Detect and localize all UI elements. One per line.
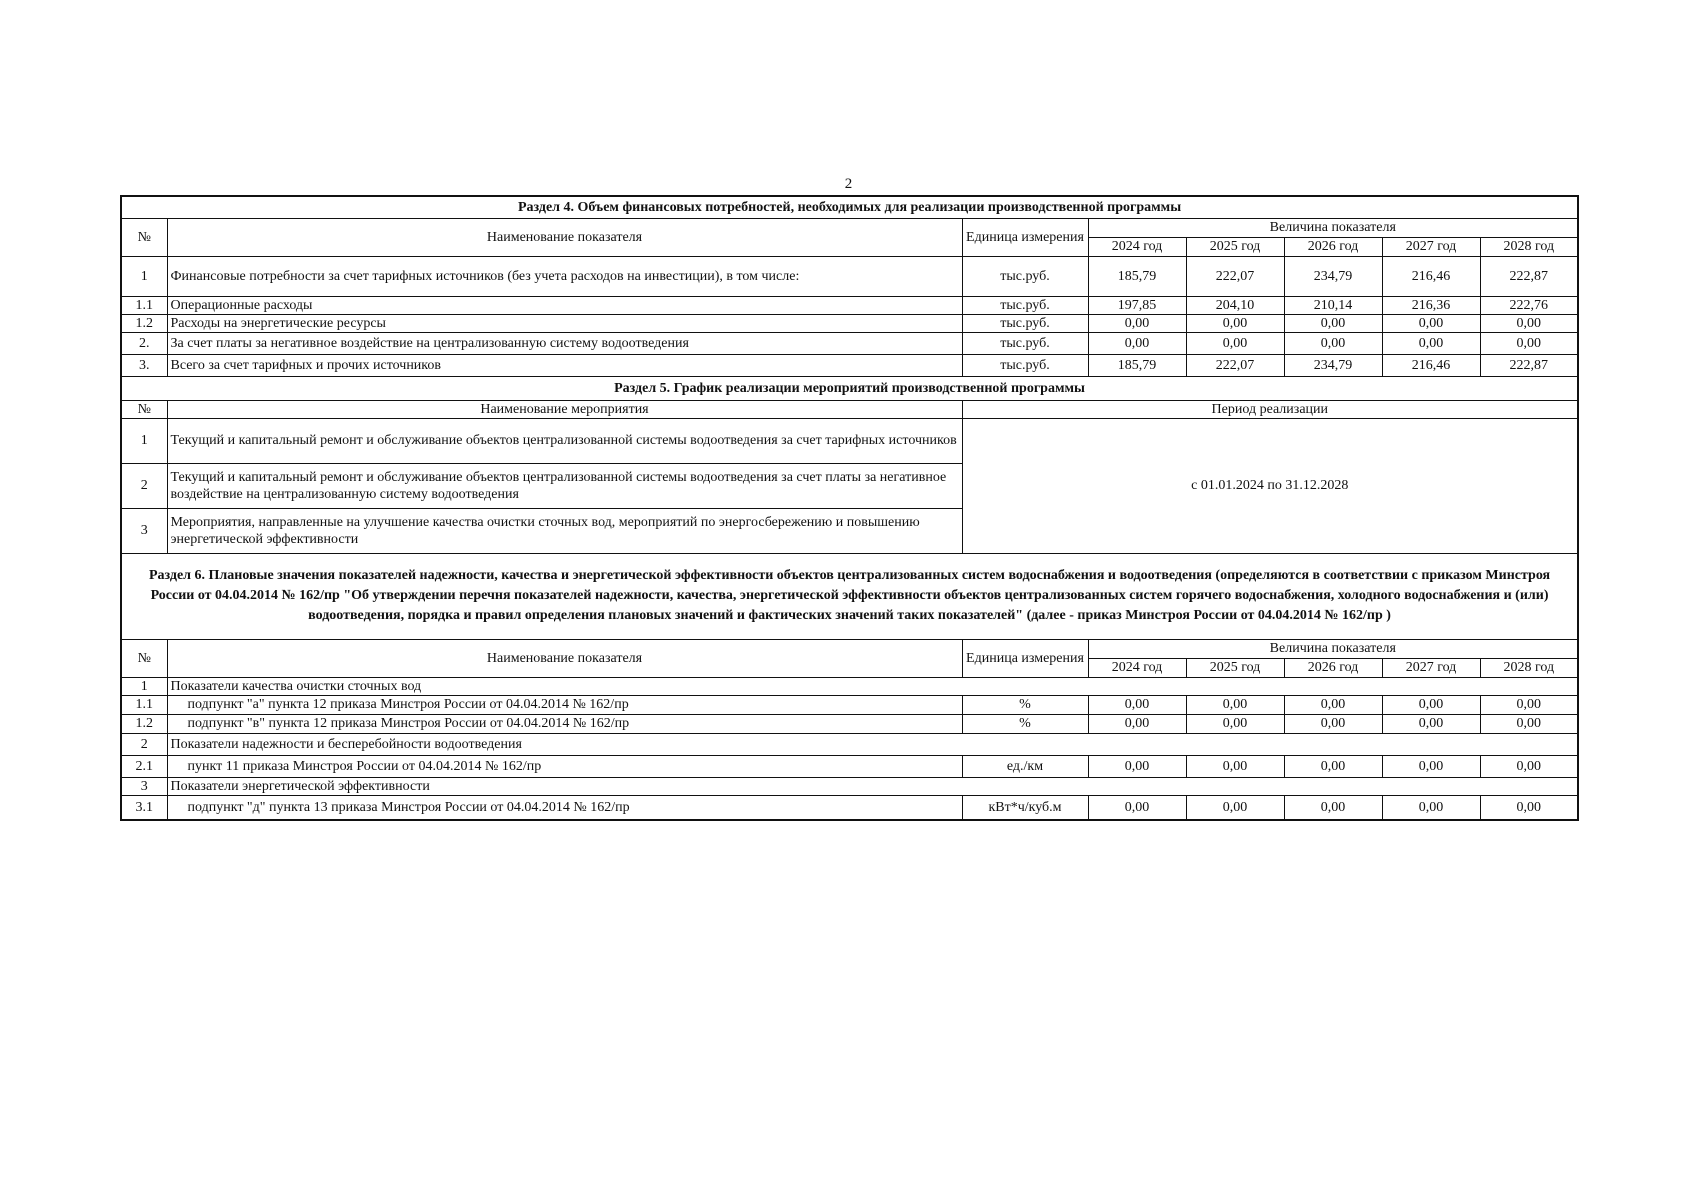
section5-title: Раздел 5. График реализации мероприятий производственной программы [121,376,1578,400]
section5-row-num: 3 [121,508,167,553]
section4-row-name: За счет платы за негативное воздействие на централизованную систему водоотведения [167,332,962,354]
section6-row-num: 3.1 [121,795,167,820]
table-row [121,376,1578,400]
section4-year-header: 2024 год [1088,237,1186,256]
section4-year-header: 2026 год [1284,237,1382,256]
section4-row-name: Операционные расходы [167,296,962,314]
section4-year-header: 2027 год [1382,237,1480,256]
section6-row-value: 0,00 [1480,695,1578,714]
section6-row-value: 0,00 [1088,755,1186,777]
section5-row-name: Текущий и капитальный ремонт и обслуживание объектов централизованной системы водоотведения за счет платы за негативное воздействие на централизованную систему водоотведения [167,463,962,508]
section4-row-value: 216,46 [1382,354,1480,376]
table-row [121,553,1578,639]
table-row [121,354,1578,376]
section5-period: с 01.01.2024 по 31.12.2028 [962,418,1578,553]
section5-num-header: № [121,400,167,418]
table-row [121,714,1578,733]
section4-row-name: Финансовые потребности за счет тарифных источников (без учета расходов на инвестиции), в том числе: [167,256,962,296]
section6-year-header: 2025 год [1186,658,1284,677]
section4-row-value: 216,36 [1382,296,1480,314]
section5-period-header: Период реализации [962,400,1578,418]
section4-row-num: 2. [121,332,167,354]
section4-num-header: № [121,218,167,256]
section6-row-value: 0,00 [1088,695,1186,714]
section6-row-value: 0,00 [1382,795,1480,820]
section5-name-header: Наименование мероприятия [167,400,962,418]
table-row [121,733,1578,755]
section4-row-value: 185,79 [1088,354,1186,376]
section4-row-value: 0,00 [1480,332,1578,354]
table-row [121,755,1578,777]
section6-year-header: 2027 год [1382,658,1480,677]
section5-row-name: Текущий и капитальный ремонт и обслуживание объектов централизованной системы водоотведения за счет тарифных источников [167,418,962,463]
section6-row-name: пункт 11 приказа Минстроя России от 04.04.2014 № 162/пр [167,755,962,777]
section4-row-value: 0,00 [1284,314,1382,332]
section6-row-num: 1.2 [121,714,167,733]
section6-row-unit: ед./км [962,755,1088,777]
section4-row-num: 1.1 [121,296,167,314]
section6-row-value: 0,00 [1480,755,1578,777]
document-table [120,195,1579,821]
section6-row-unit: % [962,695,1088,714]
section6-row-value: 0,00 [1088,795,1186,820]
section5-row-num: 2 [121,463,167,508]
section6-row-value: 0,00 [1382,714,1480,733]
section6-group-num: 1 [121,677,167,695]
section4-title: Раздел 4. Объем финансовых потребностей, необходимых для реализации производственной программы [121,196,1578,218]
section4-row-value: 0,00 [1186,332,1284,354]
section6-group-num: 2 [121,733,167,755]
section4-row-unit: тыс.руб. [962,354,1088,376]
section4-row-unit: тыс.руб. [962,256,1088,296]
section6-group-name: Показатели качества очистки сточных вод [167,677,1578,695]
section6-name-header: Наименование показателя [167,639,962,677]
section6-row-value: 0,00 [1480,714,1578,733]
table-row [121,256,1578,296]
section6-year-header: 2026 год [1284,658,1382,677]
section5-row-num: 1 [121,418,167,463]
section6-row-value: 0,00 [1284,695,1382,714]
section4-row-unit: тыс.руб. [962,332,1088,354]
section4-row-value: 210,14 [1284,296,1382,314]
section4-row-unit: тыс.руб. [962,314,1088,332]
table-row [121,777,1578,795]
table-row [121,400,1578,418]
section4-row-value: 222,87 [1480,354,1578,376]
section4-row-value: 0,00 [1382,332,1480,354]
section6-row-value: 0,00 [1186,795,1284,820]
table-row [121,418,1578,463]
section4-row-value: 185,79 [1088,256,1186,296]
section4-row-value: 204,10 [1186,296,1284,314]
section4-unit-header: Единица измерения [962,218,1088,256]
section6-group-num: 3 [121,777,167,795]
section4-name-header: Наименование показателя [167,218,962,256]
section6-row-name: подпункт "в" пункта 12 приказа Минстроя России от 04.04.2014 № 162/пр [167,714,962,733]
section4-row-value: 0,00 [1284,332,1382,354]
section6-row-value: 0,00 [1382,755,1480,777]
section6-row-num: 1.1 [121,695,167,714]
section6-row-value: 0,00 [1186,695,1284,714]
table-row [121,639,1578,658]
section6-year-header: 2024 год [1088,658,1186,677]
page-number: 2 [844,176,853,192]
section4-row-value: 0,00 [1186,314,1284,332]
section4-row-value: 234,79 [1284,354,1382,376]
section4-row-name: Всего за счет тарифных и прочих источников [167,354,962,376]
section6-row-value: 0,00 [1480,795,1578,820]
section6-row-value: 0,00 [1186,755,1284,777]
section6-row-value: 0,00 [1284,755,1382,777]
section6-row-value: 0,00 [1088,714,1186,733]
section4-row-value: 222,76 [1480,296,1578,314]
table-row [121,196,1578,218]
section4-row-value: 234,79 [1284,256,1382,296]
section6-row-unit: % [962,714,1088,733]
section4-row-value: 0,00 [1382,314,1480,332]
table-row [121,296,1578,314]
section6-row-value: 0,00 [1186,714,1284,733]
section4-row-value: 216,46 [1382,256,1480,296]
section6-year-header: 2028 год [1480,658,1578,677]
table-row [121,695,1578,714]
section4-row-num: 3. [121,354,167,376]
section6-group-name: Показатели надежности и бесперебойности водоотведения [167,733,1578,755]
section4-row-value: 0,00 [1088,314,1186,332]
table-row [121,218,1578,237]
section4-row-value: 197,85 [1088,296,1186,314]
section6-unit-header: Единица измерения [962,639,1088,677]
section4-row-num: 1 [121,256,167,296]
section4-row-value: 222,87 [1480,256,1578,296]
section4-row-value: 222,07 [1186,256,1284,296]
section4-row-num: 1.2 [121,314,167,332]
section4-row-value: 0,00 [1088,332,1186,354]
section4-value-header: Величина показателя [1088,218,1578,237]
section6-row-unit: кВт*ч/куб.м [962,795,1088,820]
section4-row-value: 222,07 [1186,354,1284,376]
section6-title: Раздел 6. Плановые значения показателей надежности, качества и энергетической эффективности объектов централизованных систем водоснабжения и водоотведения (определяются в соответствии с приказом Минстроя России от 04.04.2014 № 162/пр "Об утверждении перечня показателей надежности, качества, энергетической эффективности объектов централизованных систем горячего водоснабжения, холодного водоснабжения и (или) водоотведения, порядка и правил определения плановых значений и фактических значений таких показателей" (далее - приказ Минстроя России от 04.04.2014 № 162/пр ) [121,553,1578,639]
section6-row-num: 2.1 [121,755,167,777]
section6-group-name: Показатели энергетической эффективности [167,777,1578,795]
section4-row-value: 0,00 [1480,314,1578,332]
section6-row-name: подпункт "д" пункта 13 приказа Минстроя России от 04.04.2014 № 162/пр [167,795,962,820]
section5-row-name: Мероприятия, направленные на улучшение качества очистки сточных вод, мероприятий по энергосбережению и повышению энергетической эффективности [167,508,962,553]
section6-value-header: Величина показателя [1088,639,1578,658]
section4-year-header: 2028 год [1480,237,1578,256]
table-row [121,677,1578,695]
section6-row-value: 0,00 [1284,795,1382,820]
section4-row-name: Расходы на энергетические ресурсы [167,314,962,332]
section6-row-value: 0,00 [1284,714,1382,733]
section6-num-header: № [121,639,167,677]
section6-row-value: 0,00 [1382,695,1480,714]
table-row [121,314,1578,332]
section4-row-unit: тыс.руб. [962,296,1088,314]
table-row [121,795,1578,820]
table-row [121,332,1578,354]
section4-year-header: 2025 год [1186,237,1284,256]
section6-row-name: подпункт "а" пункта 12 приказа Минстроя России от 04.04.2014 № 162/пр [167,695,962,714]
